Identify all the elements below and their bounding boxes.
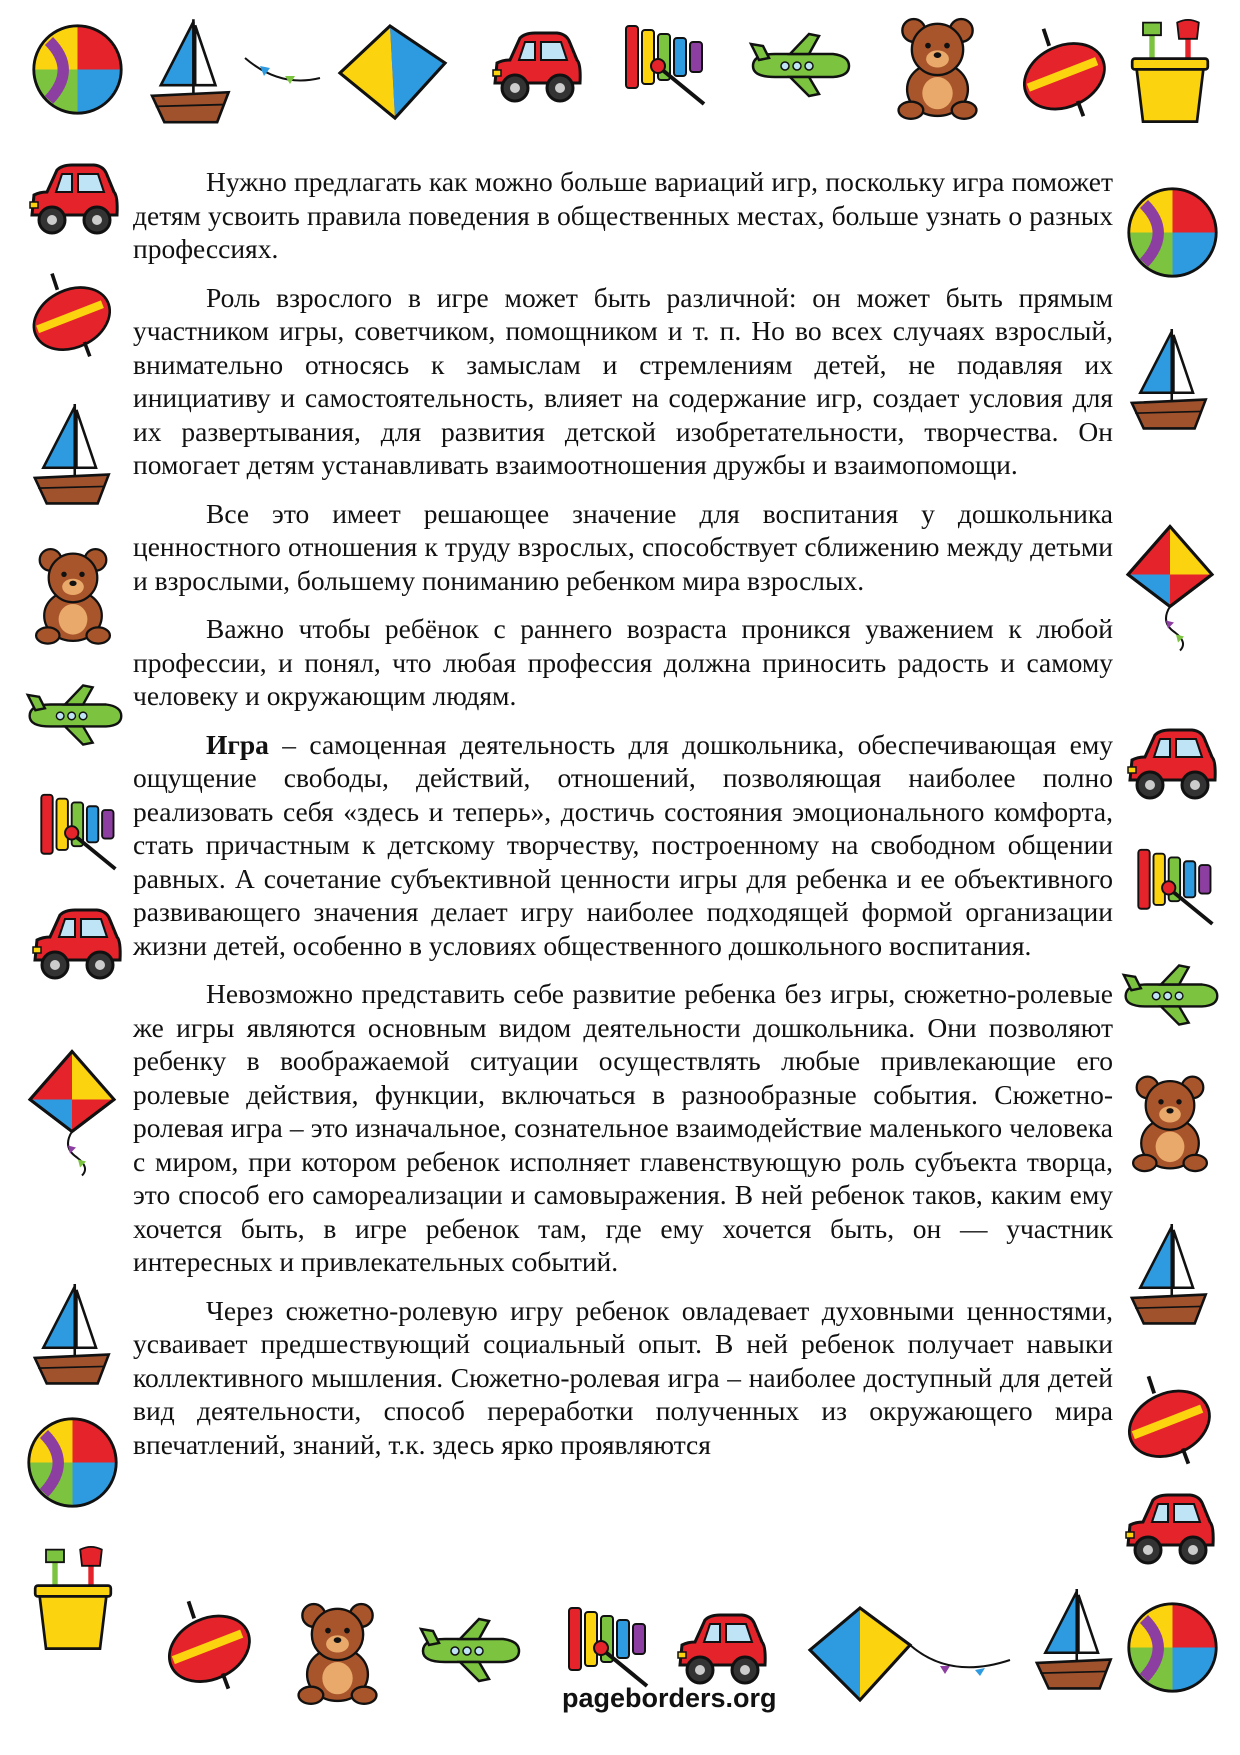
- ball-icon: [1125, 185, 1220, 280]
- car-icon: [1120, 725, 1220, 805]
- teddy-bear-icon: [28, 545, 118, 645]
- airplane-icon: [745, 30, 855, 100]
- car-icon: [1118, 1490, 1218, 1570]
- teddy-bear-icon: [290, 1600, 385, 1705]
- airplane-icon: [415, 1615, 525, 1685]
- ball-icon: [1125, 1600, 1220, 1695]
- teddy-bear-icon: [890, 15, 985, 120]
- spinning-top-icon: [160, 1595, 255, 1695]
- paragraph-7: Через сюжетно-ролевую игру ребенок овладевает духовными ценностями, усваивает предшествующий социальный опыт. В ней ребенок получает навыки коллективного мышления. Сюжетно-ролевая игра – наиболее доступный для детей вид деятельности, способ переработки полученных из окружающего мира впечатлений, знаний, т.к. здесь ярко проявляются: [133, 1294, 1113, 1460]
- xylophone-icon: [612, 18, 712, 108]
- paragraph-1: Нужно предлагать как можно больше вариаций игр, поскольку игра поможет детям усвоить правила поведения в общественных местах, больше узнать о разных профессиях.: [133, 166, 1113, 264]
- xylophone-icon: [28, 785, 123, 875]
- car-icon: [25, 905, 125, 985]
- airplane-icon: [1118, 960, 1223, 1030]
- kite-icon: [240, 18, 460, 128]
- car-icon: [22, 160, 122, 240]
- sailboat-icon: [1030, 1580, 1115, 1700]
- ball-icon: [30, 22, 125, 117]
- paragraph-5: Игра – самоценная деятельность для дошкольника, обеспечивающая ему ощущение свободы, действий, отношений, позволяющая наиболее полно реализовать себя «здесь и теперь», достичь состояния эмоционального комфорта, стать причастным к детскому творчеству, построенному на свободном общении равных. А сочетание субъективной ценности игры для ребенка и ее объективного развивающего значения делает игру наиболее подходящей формой организации жизни детей, особенно в условиях общественного дошкольного воспитания.: [133, 728, 1113, 961]
- article-body: [133, 165, 1113, 1476]
- kite-icon: [22, 1025, 122, 1200]
- car-icon: [670, 1610, 770, 1690]
- sailboat-icon: [1125, 1215, 1210, 1335]
- spinning-top-icon: [25, 265, 115, 365]
- spinning-top-icon: [1120, 1370, 1215, 1470]
- bold-term: Игра: [206, 728, 269, 760]
- kite-icon: [1120, 475, 1220, 700]
- sailboat-icon: [145, 12, 233, 132]
- sailboat-icon: [28, 395, 113, 515]
- sand-bucket-icon: [28, 1545, 118, 1655]
- paragraph-3: Все это имеет решающее значение для воспитания у дошкольника ценностного отношения к труду взрослых, способствует сближению между детьми и взрослыми, большему пониманию ребенком мира взрослых.: [133, 497, 1113, 596]
- watermark: pageborders.org: [562, 1683, 777, 1713]
- spinning-top-icon: [1015, 25, 1110, 120]
- airplane-icon: [22, 680, 127, 750]
- paragraph-6: Невозможно представить себе развитие ребенка без игры, сюжетно-ролевые же игры являются основным видом деятельности дошкольника. Они позволяют ребенку в воображаемой ситуации осуществлять любые привлекающие его ролевые действия, функции, включаться в разнообразные события. Сюжетно-ролевая игра – это изначальное, сознательное взаимодействие маленького человека с миром, при котором ребенок исполняет главенствующую роль субъекта творца, это способ его самореализации и самовыражения. В ней ребенок таков, каким ему хочется быть, в игре ребенок там, где ему хочется быть, он — участник интересных и привлекательных событий.: [133, 978, 1113, 1277]
- sailboat-icon: [28, 1275, 113, 1395]
- ball-icon: [25, 1415, 120, 1510]
- xylophone-icon: [1125, 840, 1220, 930]
- paragraph-4: Важно чтобы ребёнок с раннего возраста проникся уважением к любой профессии, и понял, что любая профессия должна приносить радость и самому человеку и окружающим людям.: [133, 613, 1113, 711]
- xylophone-icon: [555, 1600, 655, 1690]
- car-icon: [485, 28, 585, 108]
- sailboat-icon: [1125, 320, 1210, 440]
- kite-icon: [800, 1600, 1020, 1710]
- sand-bucket-icon: [1125, 18, 1215, 128]
- paragraph-2: Роль взрослого в игре может быть различной: он может быть прямым участником игры, советчиком, помощником и т. п. Но во всех случаях взрослый, внимательно относясь к замыслам и стремлениям детей, не подавляя их инициативу и самостоятельность, влияет на содержание игр, создает условия для их развертывания, для развития детской изобретательности, творчества. Он помогает детям устанавливать взаимоотношения дружбы и взаимопомощи.: [133, 281, 1113, 480]
- teddy-bear-icon: [1125, 1070, 1215, 1175]
